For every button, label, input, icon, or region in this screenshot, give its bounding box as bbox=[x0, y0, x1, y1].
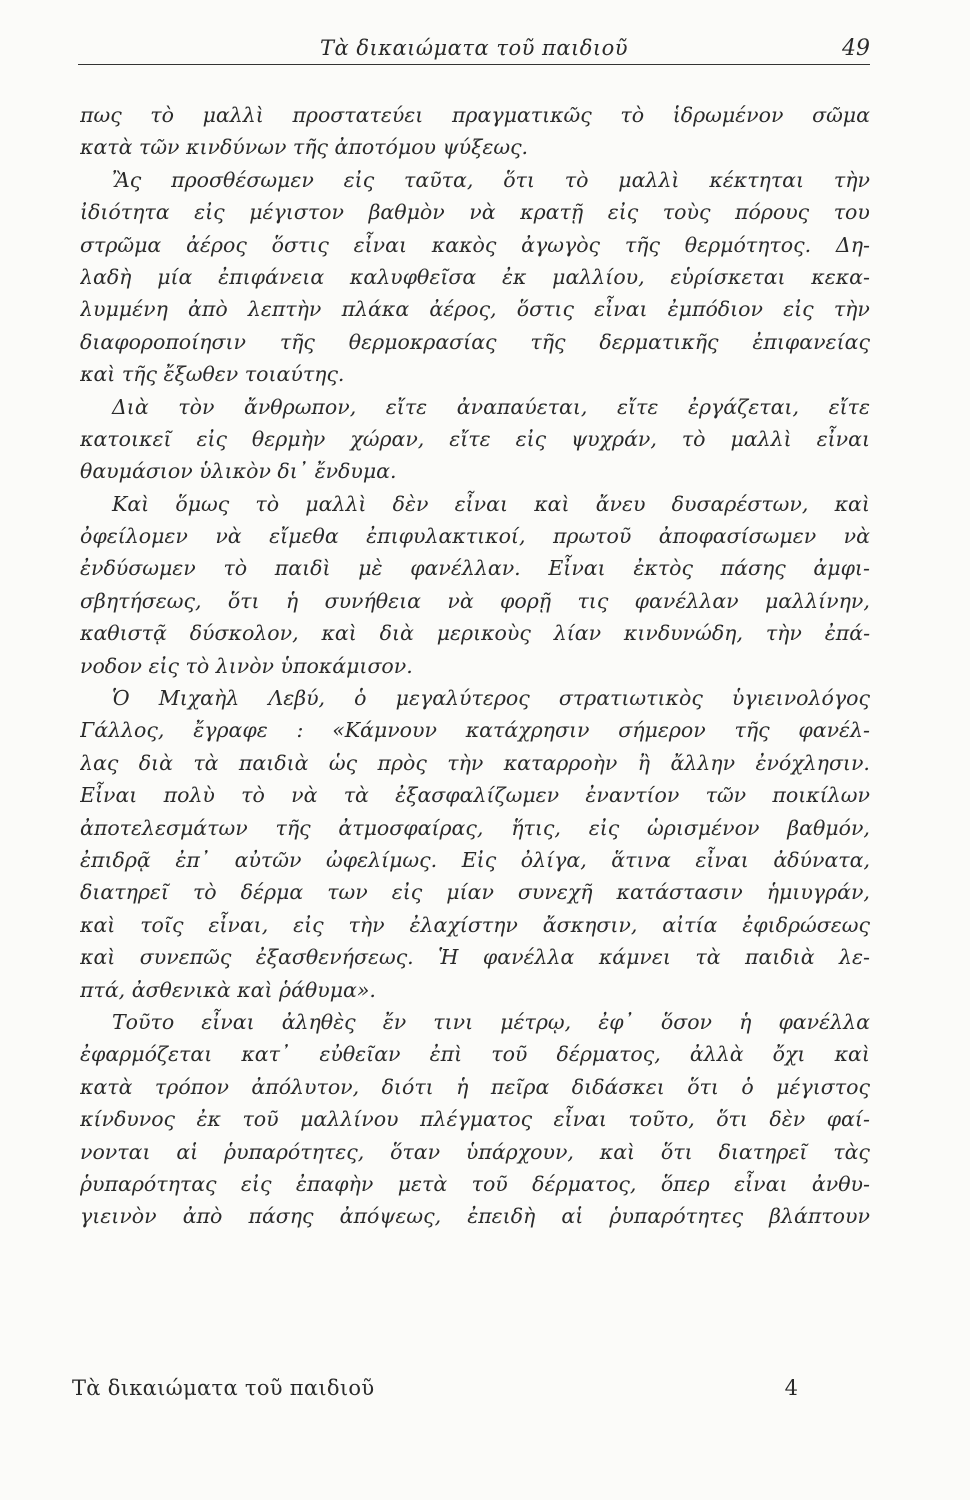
text-line: στρῶμα ἀέρος ὅστις εἶναι κακὸς ἀγωγὸς τῆς θερμότητος. Δη- bbox=[80, 232, 870, 257]
text-line: Εἶναι πολὺ τὸ νὰ τὰ ἐξασφαλίζωμεν ἐναντίον τῶν ποικίλων bbox=[80, 783, 870, 808]
text-line: πως τὸ μαλλὶ προστατεύει πραγματικῶς τὸ ἱδρωμένον σῶμα bbox=[80, 103, 870, 127]
text-line: κίνδυνος ἐκ τοῦ μαλλίνου πλέγματος εἶναι τοῦτο, ὅτι δὲν φαί- bbox=[80, 1107, 870, 1132]
text-line: κατὰ τῶν κινδύνων τῆς ἀποτόμου ψύξεως. bbox=[80, 135, 529, 160]
text-line: ὀφείλομεν νὰ εἴμεθα ἐπιφυλακτικοί, πρωτοῦ ἀποφασίσωμεν νὰ bbox=[80, 524, 870, 549]
text-line: ἰδιότητα εἰς μέγιστον βαθμὸν νὰ κρατῇ εἰς τοὺς πόρους του bbox=[80, 200, 870, 225]
text-line: ἀποτελεσμάτων τῆς ἀτμοσφαίρας, ἥτις, εἰς ὡρισμένον βαθμόν, bbox=[80, 815, 870, 840]
text-line: Διὰ τὸν ἄνθρωπον, εἴτε ἀναπαύεται, εἴτε ἐργάζεται, εἴτε bbox=[112, 394, 870, 419]
running-title: Τὰ δικαιώματα τοῦ παιδιοῦ bbox=[319, 36, 629, 60]
text-line: καθιστᾷ δύσκολον, καὶ διὰ μερικοὺς λίαν κινδυνώδη, τὴν ἐπά- bbox=[80, 621, 870, 646]
text-line: Καὶ ὅμως τὸ μαλλὶ δὲν εἶναι καὶ ἄνευ δυσαρέστων, καὶ bbox=[112, 491, 870, 516]
text-line: Ἂς προσθέσωμεν εἰς ταῦτα, ὅτι τὸ μαλλὶ κέκτηται τὴν bbox=[112, 167, 870, 192]
body-text bbox=[80, 99, 870, 1233]
text-line: πτά, ἀσθενικὰ καὶ ῥάθυμα». bbox=[80, 977, 376, 1002]
text-line: καὶ τῆς ἔξωθεν τοιαύτης. bbox=[80, 362, 345, 387]
text-line: ἐπιδρᾷ ἐπ᾽ αὐτῶν ὠφελίμως. Εἰς ὀλίγα, ἅτινα εἶναι ἀδύνατα, bbox=[80, 847, 870, 872]
header-rule bbox=[78, 64, 870, 65]
sheet-number: 4 bbox=[784, 1376, 798, 1400]
text-line: ῥυπαρότητας εἰς ἐπαφὴν μετὰ τοῦ δέρματος, ὅπερ εἶναι ἀνθυ- bbox=[80, 1171, 870, 1196]
text-line: ἐφαρμόζεται κατ᾽ εὐθεῖαν ἐπὶ τοῦ δέρματος, ἀλλὰ ὄχι καὶ bbox=[80, 1042, 870, 1067]
text-line: καὶ τοῖς εἶναι, εἰς τὴν ἐλαχίστην ἄσκησιν, αἰτία ἐφιδρώσεως bbox=[80, 912, 870, 937]
signature-mark: Τὰ δικαιώματα τοῦ παιδιοῦ bbox=[72, 1376, 375, 1400]
footer bbox=[72, 1376, 798, 1406]
text-line: νοδον εἰς τὸ λινὸν ὑποκάμισον. bbox=[80, 653, 413, 678]
text-line: κατὰ τρόπον ἀπόλυτον, διότι ἡ πεῖρα διδάσκει ὅτι ὁ μέγιστος bbox=[80, 1074, 870, 1099]
text-line: διαφοροποίησιν τῆς θερμοκρασίας τῆς δερματικῆς ἐπιφανείας bbox=[80, 329, 870, 354]
text-line: καὶ συνεπῶς ἐξασθενήσεως. Ἡ φανέλλα κάμνει τὰ παιδιὰ λε- bbox=[80, 945, 870, 970]
text-line: σβητήσεως, ὅτι ἡ συνήθεια νὰ φορῇ τις φανέλλαν μαλλίνην, bbox=[80, 588, 870, 613]
text-line: γιεινὸν ἀπὸ πάσης ἀπόψεως, ἐπειδὴ αἱ ῥυπαρότητες βλάπτουν bbox=[80, 1204, 870, 1229]
text-line: λαδὴ μία ἐπιφάνεια καλυφθεῖσα ἐκ μαλλίου, εὑρίσκεται κεκα- bbox=[80, 264, 870, 289]
running-header bbox=[78, 36, 870, 66]
text-line: λας διὰ τὰ παιδιὰ ὡς πρὸς τὴν καταρροὴν ἢ ἄλλην ἐνόχλησιν. bbox=[80, 750, 870, 775]
text-line: θαυμάσιον ὑλικὸν δι᾽ ἔνδυμα. bbox=[80, 459, 397, 484]
text-line: διατηρεῖ τὸ δέρμα των εἰς μίαν συνεχῆ κατάστασιν ἡμιυγράν, bbox=[80, 880, 870, 905]
page-number: 49 bbox=[842, 36, 870, 61]
text-line: λυμμένη ἀπὸ λεπτὴν πλάκα ἀέρος, ὅστις εἶναι ἐμπόδιον εἰς τὴν bbox=[80, 297, 870, 322]
text-line: κατοικεῖ εἰς θερμὴν χώραν, εἴτε εἰς ψυχράν, τὸ μαλλὶ εἶναι bbox=[80, 426, 870, 451]
text-line: ἐνδύσωμεν τὸ παιδὶ μὲ φανέλλαν. Εἶναι ἐκτὸς πάσης ἀμφι- bbox=[80, 556, 870, 581]
text-line: Ὁ Μιχαὴλ Λεβύ, ὁ μεγαλύτερος στρατιωτικὸς ὑγιεινολόγος bbox=[112, 686, 870, 711]
text-line: Γάλλος, ἔγραφε : «Κάμνουν κατάχρησιν σήμερον τῆς φανέλ- bbox=[80, 718, 870, 743]
text-line: νονται αἱ ῥυπαρότητες, ὅταν ὑπάρχουν, καὶ ὅτι διατηρεῖ τὰς bbox=[80, 1139, 870, 1164]
text-line: Τοῦτο εἶναι ἀληθὲς ἔν τινι μέτρῳ, ἐφ᾽ ὅσον ἡ φανέλλα bbox=[112, 1009, 870, 1034]
